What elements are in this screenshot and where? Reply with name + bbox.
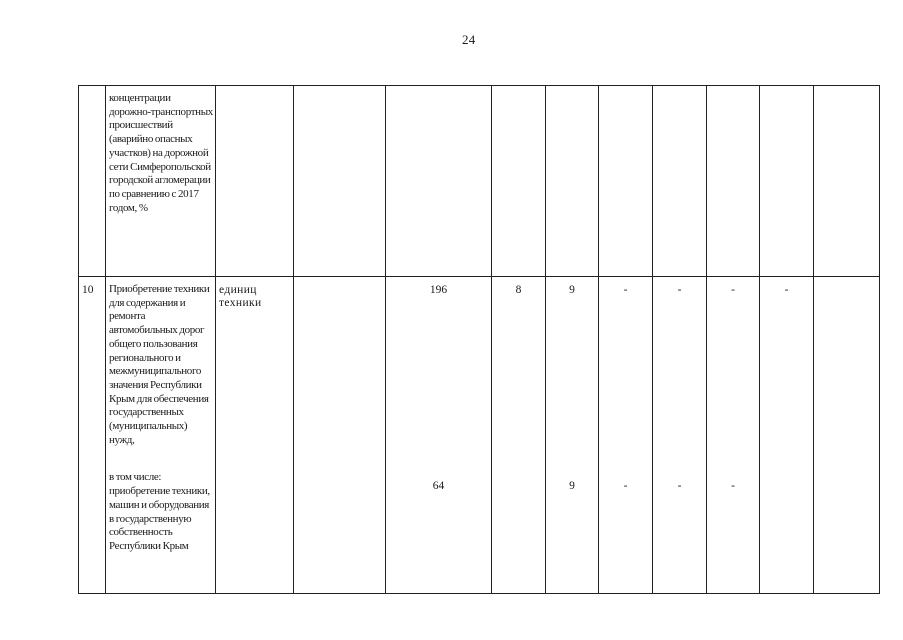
- cell-value: [814, 86, 880, 277]
- cell-empty: [294, 86, 386, 277]
- cell-indicator-name: [106, 86, 216, 277]
- value-text: 196: [429, 284, 448, 296]
- indicator-name-text: Приобретение техники для содержания и ремонта автомобильных дорог общего пользования регионального и межмуниципального значения Республики Крым для обеспечения государственных (муниципальных) нужд,: [109, 283, 210, 446]
- value-cell: [492, 277, 545, 298]
- value-text: -: [623, 284, 628, 296]
- cell-value: [546, 277, 599, 594]
- cell-empty: [814, 277, 880, 594]
- sub-value-text: 64: [432, 479, 445, 492]
- value-text: -: [731, 284, 735, 296]
- cell-value: [386, 277, 492, 594]
- cell-value: [386, 86, 492, 277]
- cell-index: [79, 86, 106, 277]
- sub-value-text: -: [677, 479, 682, 492]
- sub-indicator-name-text: в том числе: приобретение техники, машин и оборудования в государственную собственность Республики Крым: [109, 471, 210, 552]
- table-row-continued: [79, 86, 880, 277]
- indicator-name-cell: [106, 277, 215, 554]
- cell-unit: [216, 277, 294, 594]
- cell-value: [653, 277, 707, 594]
- table-row-item-10: [79, 277, 880, 594]
- value-cell: [599, 277, 652, 493]
- cell-empty: [294, 277, 386, 594]
- value-text: -: [784, 284, 789, 296]
- cell-value: [707, 86, 760, 277]
- cell-value: [760, 86, 814, 277]
- cell-value: [546, 86, 599, 277]
- value-text: 8: [515, 284, 522, 296]
- cell-value: [492, 86, 546, 277]
- value-cell: [707, 277, 759, 493]
- cell-value: [760, 277, 814, 594]
- unit-text: единиц техники: [219, 284, 262, 309]
- cell-value: [599, 277, 653, 594]
- cell-unit: [216, 86, 294, 277]
- row-index: 10: [82, 284, 94, 296]
- indicators-table: [78, 85, 880, 594]
- cell-index: [79, 277, 106, 594]
- page-number: 24: [462, 32, 476, 47]
- value-cell: [760, 277, 813, 298]
- cell-value: [653, 86, 707, 277]
- sub-value-text: 9: [569, 479, 575, 492]
- value-cell: [546, 277, 598, 493]
- value-cell: [653, 277, 706, 493]
- sub-value-text: -: [731, 479, 735, 492]
- sub-value-text: -: [623, 479, 628, 492]
- cell-value: [599, 86, 653, 277]
- value-cell: [386, 277, 491, 493]
- cell-value: [492, 277, 546, 594]
- value-text: 9: [569, 284, 575, 296]
- cell-indicator-name: [106, 277, 216, 594]
- indicator-name-text: концентрации дорожно-транспортных происшествий (аварийно опасных участков) на дорожной сети Симферопольской городской агломерации по сравнению с 2017 годом, %: [109, 92, 213, 214]
- value-text: -: [677, 284, 682, 296]
- cell-value: [707, 277, 760, 594]
